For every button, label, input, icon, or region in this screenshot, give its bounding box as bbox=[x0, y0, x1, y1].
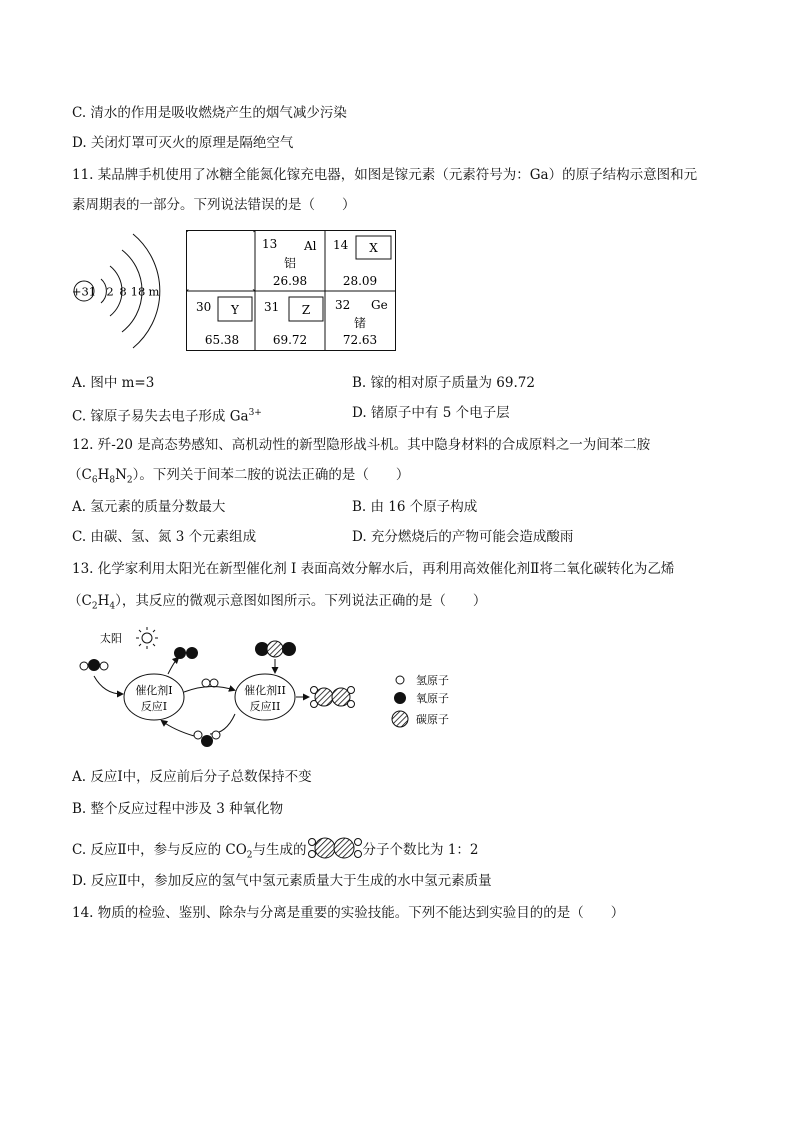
option-12b: B. 由 16 个原子构成 bbox=[352, 499, 478, 515]
al-symbol: Al bbox=[304, 239, 317, 253]
reaction-1-label: 反应I bbox=[140, 700, 168, 713]
option-12d: D. 充分燃烧后的产物可能会造成酸雨 bbox=[352, 529, 574, 545]
ge-symbol: Ge bbox=[371, 298, 388, 312]
option-11a: A. 图中 m=3 bbox=[72, 375, 155, 391]
water-molecule-input bbox=[80, 659, 108, 671]
periodic-table-excerpt bbox=[186, 230, 398, 352]
question-13-stem-2: $(C_2H_4)$，其反应的微观示意图如图所示。下列说法正确的是（ ） bbox=[68, 593, 487, 612]
shell-3-electrons: 18 bbox=[130, 284, 146, 299]
reaction-2-label: 反应II bbox=[249, 700, 281, 713]
legend-hydrogen: 氢原子 bbox=[416, 674, 449, 687]
option-11b: B. 镓的相对原子质量为 69.72 bbox=[352, 375, 535, 391]
option-13b: B. 整个反应过程中涉及 3 种氧化物 bbox=[72, 801, 284, 817]
option-12a: A. 氢元素的质量分数最大 bbox=[72, 499, 226, 515]
y-number: 30 bbox=[196, 300, 212, 314]
gallium-atom-diagram bbox=[68, 228, 178, 354]
al-mass: 26.98 bbox=[272, 274, 308, 288]
option-13a: A. 反应Ⅰ中，反应前后分子总数保持不变 bbox=[72, 769, 312, 785]
option-11c: C. 镓原子易失去电子形成 $Ga^{3+}$ bbox=[72, 408, 262, 425]
ge-mass: 72.63 bbox=[342, 333, 378, 347]
hydrogen-molecule bbox=[202, 679, 218, 687]
sun-label: 太阳 bbox=[100, 632, 122, 645]
reaction-diagram bbox=[70, 622, 470, 756]
option-13d: D. 反应Ⅱ中，参加反应的氢气中氢元素质量大于生成的水中氢元素质量 bbox=[72, 873, 492, 889]
shell-4-electrons: m bbox=[148, 284, 160, 299]
x-symbol: X bbox=[369, 241, 378, 255]
option-10c: C. 清水的作用是吸收燃烧产生的烟气减少污染 bbox=[72, 105, 347, 121]
ge-number: 32 bbox=[335, 298, 351, 312]
question-12-stem-1: 12. 歼-20 是高态势感知、高机动性的新型隐形战斗机。其中隐身材料的合成原料之一为间苯二胺 bbox=[72, 437, 651, 453]
question-14-stem: 14. 物质的检验、鉴别、除杂与分离是重要的实验技能。下列不能达到实验目的的是（ ） bbox=[72, 905, 625, 921]
al-name: 铝 bbox=[283, 256, 297, 270]
z-symbol: Z bbox=[301, 303, 311, 317]
shell-2-electrons: 8 bbox=[119, 284, 127, 299]
x-mass: 28.09 bbox=[342, 274, 378, 288]
ge-name: 锗 bbox=[353, 316, 367, 330]
question-11-stem-2: 素周期表的一部分。下列说法错误的是（ ） bbox=[72, 197, 356, 213]
catalyst-2-label: 催化剂II bbox=[244, 684, 286, 697]
shell-1-electrons: 2 bbox=[106, 284, 114, 299]
question-13-stem-1: 13. 化学家利用太阳光在新型催化剂 I 表面高效分解水后，再利用高效催化剂Ⅱ将二氧化碳转化为乙烯 bbox=[72, 561, 675, 577]
catalyst-1-label: 催化剂I bbox=[135, 684, 173, 697]
question-11-stem-1: 11. 某品牌手机使用了冰糖全能氮化镓充电器，如图是镓元素（元素符号为：Ga）的原子结构示意图和元 bbox=[72, 167, 698, 183]
ethylene-molecule bbox=[311, 687, 355, 708]
option-12c: C. 由碳、氢、氮 3 个元素组成 bbox=[72, 529, 257, 545]
z-mass: 69.72 bbox=[272, 333, 308, 347]
z-number: 31 bbox=[264, 300, 280, 314]
atom-nucleus-label: +31 bbox=[71, 284, 97, 299]
option-11d: D. 锗原子中有 5 个电子层 bbox=[352, 405, 510, 421]
y-symbol: Y bbox=[231, 303, 239, 317]
question-12-stem-2: $(C_6H_8N_2)$。下列关于间苯二胺的说法正确的是（ ） bbox=[68, 467, 410, 486]
al-number: 13 bbox=[262, 237, 278, 251]
sun-icon bbox=[136, 627, 158, 649]
option-10d: D. 关闭灯罩可灭火的原理是隔绝空气 bbox=[72, 135, 294, 151]
option-13c: C. 反应Ⅱ中，参与反应的 $CO_2$与生成的 分子个数比为 1：2 bbox=[72, 836, 479, 865]
carbon-dioxide-molecule bbox=[255, 641, 296, 657]
y-mass: 65.38 bbox=[204, 333, 240, 347]
legend-oxygen: 氧原子 bbox=[416, 692, 449, 705]
water-molecule-output bbox=[194, 731, 220, 747]
ethylene-inline-icon bbox=[307, 836, 363, 860]
x-number: 14 bbox=[333, 238, 349, 252]
oxygen-molecule bbox=[174, 647, 198, 659]
legend-carbon: 碳原子 bbox=[416, 713, 449, 726]
